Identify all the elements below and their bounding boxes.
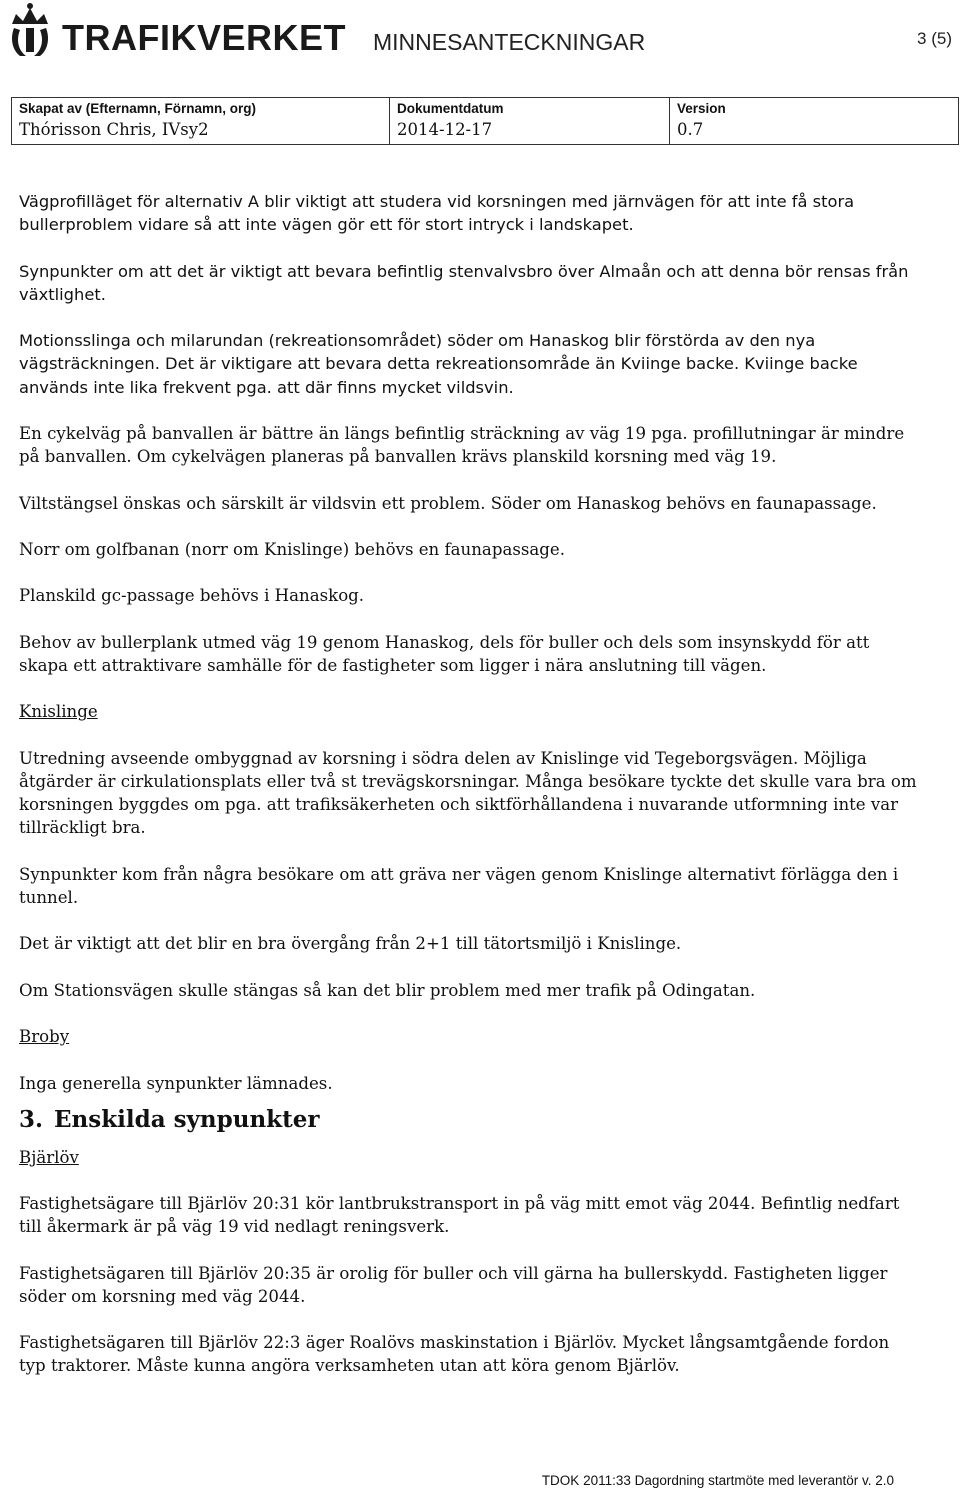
meta-version-cell [670,98,958,144]
paragraph: Inga generella synpunkter lämnades. [19,1073,333,1093]
logo-wordmark: TRAFIKVERKET [62,17,346,58]
meta-date-cell [390,98,670,144]
section-number: 3. [19,1105,44,1133]
meta-version-label: Version [677,101,726,116]
paragraph: Fastighetsägaren till Bjärlöv 22:3 äger Roalövs maskinstation i Bjärlöv. Mycket långsamtgående fordon typ traktorer. Måste kunna angöra verksamheten utan att köra genom Bjärlöv. [19,1333,890,1376]
paragraph: Fastighetsägaren till Bjärlöv 20:35 är orolig för buller och vill gärna ha bullerskydd. Fastigheten ligger söder om korsning med väg 2044. [19,1263,888,1306]
paragraph: Motionsslinga och milarundan (rekreationsområdet) söder om Hanaskog blir förstörda av den nya vägsträckningen. Det är viktigare att bevara detta rekreationsområde än Kviinge backe. Kviinge backe används inte lika frekvent pga. att där finns mycket vildsvin. [19,331,858,397]
document-meta-table [11,97,959,145]
document-title: MINNESANTECKNINGAR [373,29,646,55]
meta-author-label: Skapat av (Efternamn, Förnamn, org) [19,101,257,116]
paragraph: Planskild gc-passage behövs i Hanaskog. [19,586,365,606]
meta-author-value: Thórisson Chris, IVsy2 [19,120,209,139]
document-body [19,190,919,1401]
page-number: 3 (5) [917,29,952,48]
subheading-knislinge: Knislinge [19,702,98,722]
paragraph: Om Stationsvägen skulle stängas så kan det blir problem med mer trafik på Odingatan. [19,980,756,1000]
section-heading [19,1105,919,1135]
paragraph: Det är viktigt att det blir en bra övergång från 2+1 till tätortsmiljö i Knislinge. [19,934,682,954]
meta-date-label: Dokumentdatum [397,101,504,116]
paragraph: Viltstängsel önskas och särskilt är vildsvin ett problem. Söder om Hanaskog behövs en faunapassage. [19,493,877,513]
meta-author-cell [12,98,390,144]
paragraph: Norr om golfbanan (norr om Knislinge) behövs en faunapassage. [19,539,565,559]
paragraph: Fastighetsägare till Bjärlöv 20:31 kör lantbrukstransport in på väg mitt emot väg 2044. Befintlig nedfart till åkermark är på väg 19 vid nedlagt reningsverk. [19,1194,900,1237]
paragraph: Vägprofilläget för alternativ A blir viktigt att studera vid korsningen med järnvägen för att inte få stora bullerproblem vidare så att inte vägen gör ett för stort intryck i landskapet. [19,192,855,235]
meta-date-value: 2014-12-17 [397,120,493,139]
paragraph: En cykelväg på banvallen är bättre än längs befintlig sträckning av väg 19 pga. profillutningar är mindre på banvallen. Om cykelvägen planeras på banvallen krävs planskild korsning med väg 19. [19,423,905,467]
paragraph: Behov av bullerplank utmed väg 19 genom Hanaskog, dels för buller och dels som insynskydd för att skapa ett attraktivare samhälle för de fastigheter som ligger i nära anslutning till vägen. [19,632,870,675]
section-title: Enskilda synpunkter [54,1105,320,1133]
paragraph: Synpunkter kom från några besökare om att gräva ner vägen genom Knislinge alternativt förlägga den i tunnel. [19,864,899,907]
crown-icon [6,2,54,60]
meta-version-value: 0.7 [677,120,704,139]
footer-template-id: TDOK 2011:33 Dagordning startmöte med leverantör v. 2.0 [541,1473,894,1488]
paragraph: Utredning avseende ombyggnad av korsning i södra delen av Knislinge vid Tegeborgsvägen. Möjliga åtgärder är cirkulationsplats eller två st trevägskorsningar. Många besökare tyckte det skulle vara bra om korsningen byggdes om pga. att trafiksäkerheten och siktförhållandena i nuvarande utformning inte var tillräckligt bra. [19,748,917,838]
subheading-bjarlov: Bjärlöv [19,1147,79,1167]
paragraph: Synpunkter om att det är viktigt att bevara befintlig stenvalvsbro över Almaån och att denna bör rensas från växtlighet. [19,261,909,304]
subheading-broby: Broby [19,1027,70,1047]
